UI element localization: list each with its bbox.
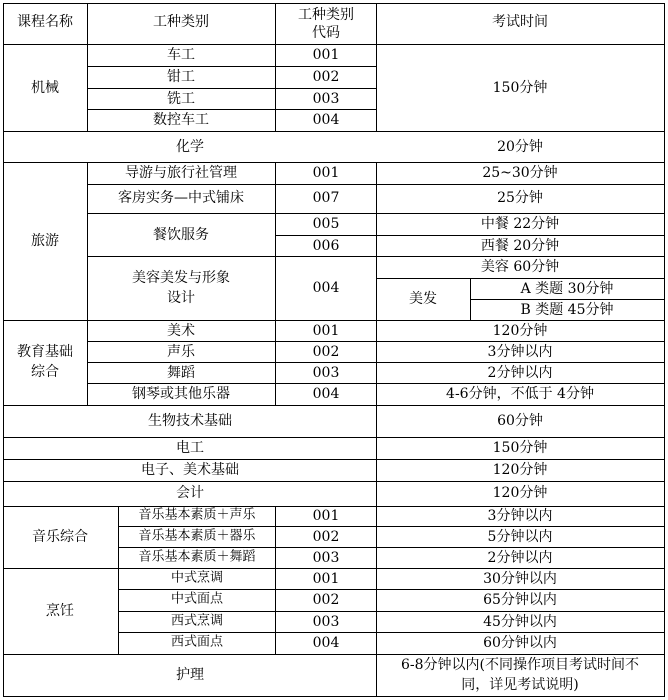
time-cell: 4-6分钟，不低于 4分钟 bbox=[446, 385, 594, 402]
type-cell: 音乐基本素质＋器乐 bbox=[138, 528, 256, 544]
time-cell: 120分钟 bbox=[492, 461, 548, 478]
type-cell: 导游与旅行社管理 bbox=[125, 164, 237, 181]
course-dianzi: 电子、美术基础 bbox=[141, 461, 239, 478]
type-cell: 钢琴或其他乐器 bbox=[132, 385, 230, 402]
type-cell: 客房实务—中式铺床 bbox=[118, 189, 244, 206]
time-cell: 120分钟 bbox=[492, 322, 548, 339]
course-jixie: 机械 bbox=[31, 79, 59, 96]
code-cell: 001 bbox=[312, 507, 340, 524]
meifa-label: 美发 bbox=[409, 290, 437, 307]
code-cell: 003 bbox=[312, 90, 340, 107]
code-cell: 002 bbox=[312, 528, 340, 545]
code-cell: 004 bbox=[312, 111, 340, 128]
type-cell: 餐饮服务 bbox=[153, 226, 209, 243]
time-cell: 西餐 20分钟 bbox=[480, 237, 560, 254]
time-cell: 2分钟以内 bbox=[487, 364, 553, 381]
time-cell: 20分钟 bbox=[497, 138, 543, 155]
time-cell: 30分钟以内 bbox=[483, 570, 557, 587]
course-yinyue: 音乐综合 bbox=[32, 528, 88, 545]
code-cell: 001 bbox=[312, 570, 340, 587]
time-cell: 6-8分钟以内(不同操作项目考试时间不 bbox=[400, 656, 640, 673]
time-cell: A 类题 30分钟 bbox=[520, 280, 614, 297]
time-cell: 5分钟以内 bbox=[487, 528, 553, 545]
course-lvyou: 旅游 bbox=[31, 232, 59, 249]
time-cell: 同，详见考试说明) bbox=[461, 676, 579, 693]
time-cell: 2分钟以内 bbox=[487, 549, 553, 566]
type-cell: 设计 bbox=[167, 289, 195, 306]
header-exam-time: 考试时间 bbox=[492, 13, 548, 30]
header-course-name: 课程名称 bbox=[17, 13, 73, 30]
type-cell: 西式面点 bbox=[170, 634, 224, 650]
type-cell: 车工 bbox=[167, 46, 195, 63]
type-cell: 数控车工 bbox=[153, 111, 209, 128]
type-cell: 中式面点 bbox=[170, 591, 224, 607]
time-cell: B 类题 45分钟 bbox=[520, 301, 614, 318]
code-cell: 002 bbox=[312, 343, 340, 360]
code-cell: 006 bbox=[312, 237, 340, 254]
time-cell: 25分钟 bbox=[497, 189, 543, 206]
time-cell: 150分钟 bbox=[492, 79, 548, 96]
header-work-type: 工种类别 bbox=[153, 13, 209, 30]
course-kuaiji: 会计 bbox=[176, 484, 204, 501]
type-cell: 舞蹈 bbox=[167, 364, 195, 381]
type-cell: 音乐基本素质＋声乐 bbox=[138, 507, 256, 523]
time-cell: 60分钟 bbox=[497, 412, 543, 429]
type-cell: 钳工 bbox=[167, 68, 195, 85]
course-jiaoyu-line1: 教育基础 bbox=[17, 343, 73, 360]
time-cell: 3分钟以内 bbox=[487, 507, 553, 524]
code-cell: 001 bbox=[312, 164, 340, 181]
code-cell: 003 bbox=[312, 613, 340, 630]
time-cell: 美容 60分钟 bbox=[480, 258, 560, 275]
time-cell: 60分钟以内 bbox=[483, 634, 557, 651]
course-huaxue: 化学 bbox=[176, 138, 204, 155]
course-shengwu: 生物技术基础 bbox=[148, 412, 232, 429]
course-diangong: 电工 bbox=[176, 439, 204, 456]
time-cell: 25~30分钟 bbox=[482, 164, 558, 181]
code-cell: 004 bbox=[312, 279, 340, 296]
code-cell: 004 bbox=[312, 385, 340, 402]
type-cell: 美容美发与形象 bbox=[132, 269, 230, 286]
type-cell: 音乐基本素质＋舞蹈 bbox=[138, 549, 256, 565]
type-cell: 美术 bbox=[167, 322, 195, 339]
code-cell: 004 bbox=[312, 634, 340, 651]
header-code-line2: 代码 bbox=[312, 24, 340, 41]
course-jiaoyu-line2: 综合 bbox=[31, 363, 59, 380]
time-cell: 120分钟 bbox=[492, 484, 548, 501]
header-code-line1: 工种类别 bbox=[298, 6, 354, 23]
code-cell: 007 bbox=[312, 189, 340, 206]
code-cell: 001 bbox=[312, 46, 340, 63]
type-cell: 中式烹调 bbox=[170, 570, 224, 586]
code-cell: 003 bbox=[312, 364, 340, 381]
code-cell: 002 bbox=[312, 591, 340, 608]
type-cell: 铣工 bbox=[167, 90, 195, 107]
type-cell: 声乐 bbox=[167, 343, 195, 360]
time-cell: 65分钟以内 bbox=[483, 591, 557, 608]
time-cell: 3分钟以内 bbox=[487, 343, 553, 360]
type-cell: 西式烹调 bbox=[170, 613, 224, 629]
course-huli: 护理 bbox=[176, 666, 204, 683]
course-pengren: 烹饪 bbox=[46, 602, 74, 619]
code-cell: 002 bbox=[312, 68, 340, 85]
code-cell: 003 bbox=[312, 549, 340, 566]
code-cell: 005 bbox=[312, 215, 340, 232]
code-cell: 001 bbox=[312, 322, 340, 339]
time-cell: 中餐 22分钟 bbox=[480, 215, 560, 232]
time-cell: 150分钟 bbox=[492, 439, 548, 456]
time-cell: 45分钟以内 bbox=[483, 613, 557, 630]
